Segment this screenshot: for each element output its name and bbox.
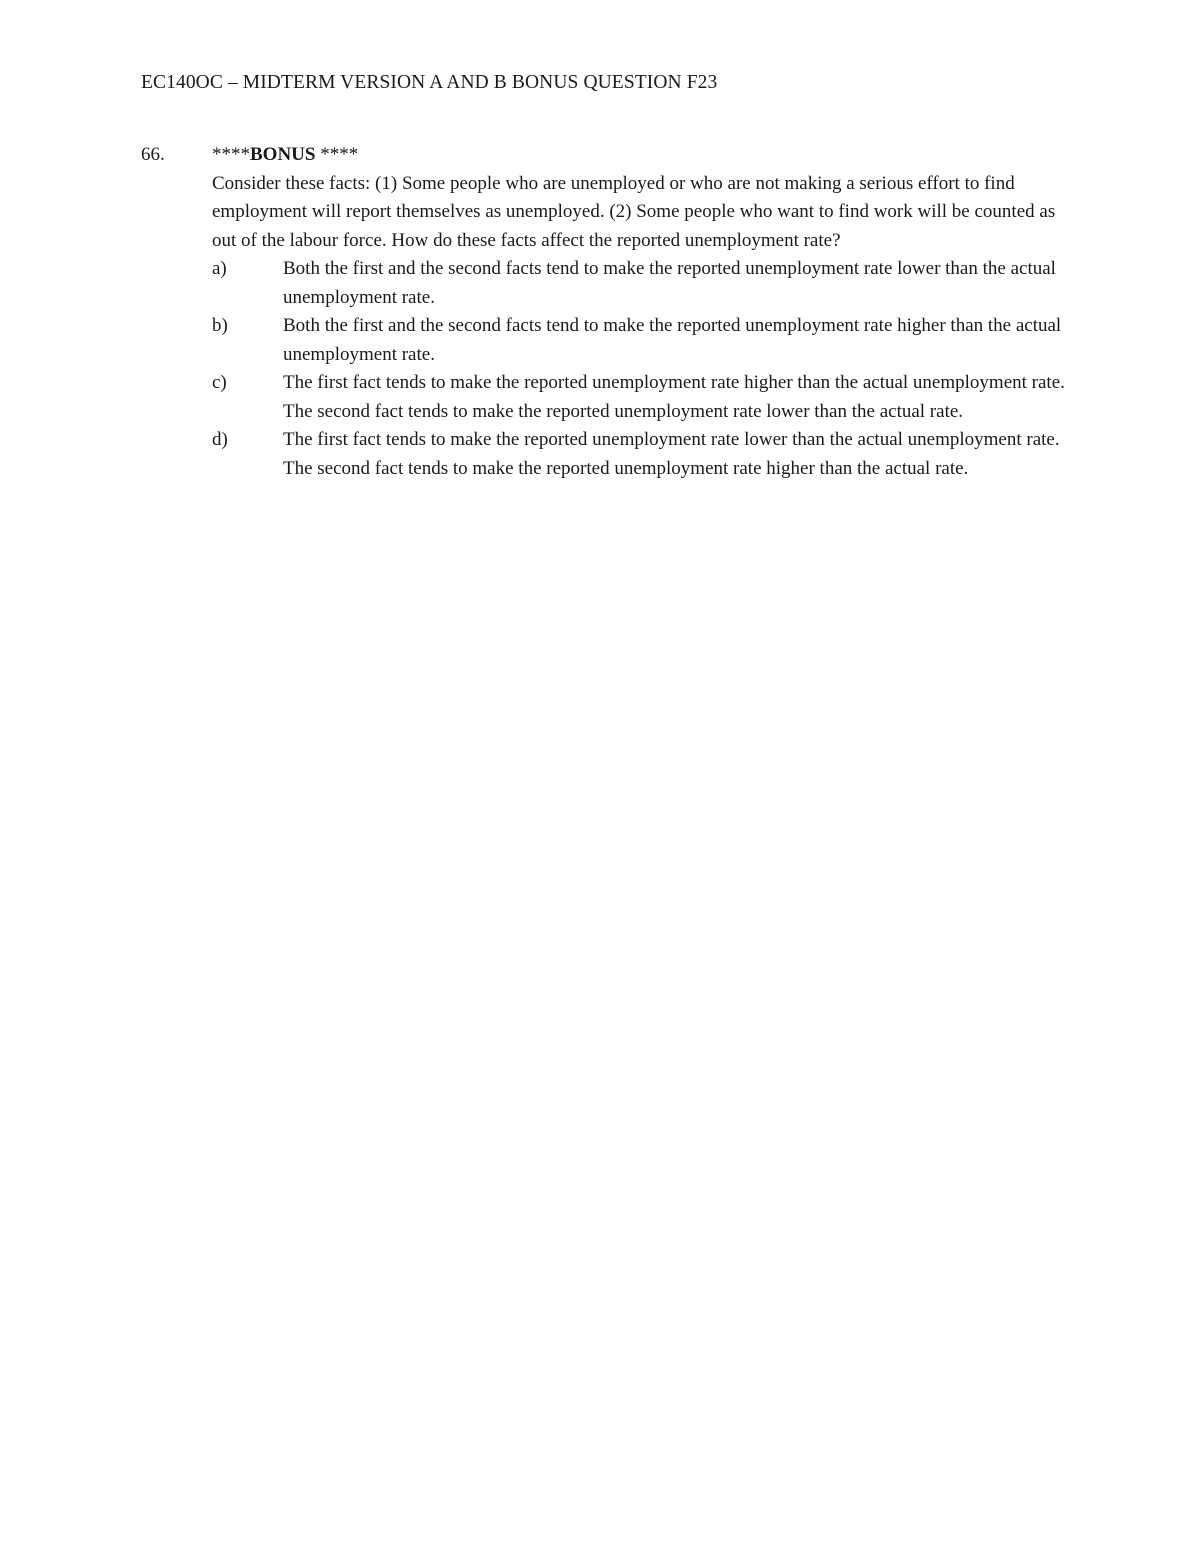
question-title (212, 141, 1081, 170)
question-body (212, 141, 1081, 483)
title-text: BONUS (250, 144, 316, 165)
option-a (212, 255, 1081, 312)
document-header: EC140OC – MIDTERM VERSION A AND B BONUS QUESTION F23 (141, 72, 718, 93)
title-stars-right: **** (315, 144, 359, 165)
option-letter: b) (212, 315, 228, 336)
option-text: Both the first and the second facts tend to make the reported unemployment rate lower than the actual unemployment rate. (283, 258, 1056, 308)
option-letter: d) (212, 429, 228, 450)
question-block (141, 141, 1081, 483)
question-number: 66. (141, 144, 165, 165)
question-stem: Consider these facts: (1) Some people who are unemployed or who are not making a serious effort to find employment will report themselves as unemployed. (2) Some people who want to find work will be counted as out of the labour force. How do these facts affect the reported unemployment rate? (212, 172, 1056, 251)
option-letter: a) (212, 258, 227, 279)
answer-options (212, 255, 1081, 483)
option-d (212, 426, 1081, 483)
title-stars-left: **** (212, 144, 250, 165)
option-c (212, 369, 1081, 426)
option-letter: c) (212, 372, 227, 393)
option-text: The first fact tends to make the reported unemployment rate lower than the actual unemployment rate. The second fact tends to make the reported unemployment rate higher than the actual rate. (283, 429, 1060, 479)
option-b (212, 312, 1081, 369)
option-text: Both the first and the second facts tend to make the reported unemployment rate higher than the actual unemployment rate. (283, 315, 1062, 365)
option-text: The first fact tends to make the reported unemployment rate higher than the actual unemployment rate. The second fact tends to make the reported unemployment rate lower than the actual rate. (283, 372, 1065, 422)
